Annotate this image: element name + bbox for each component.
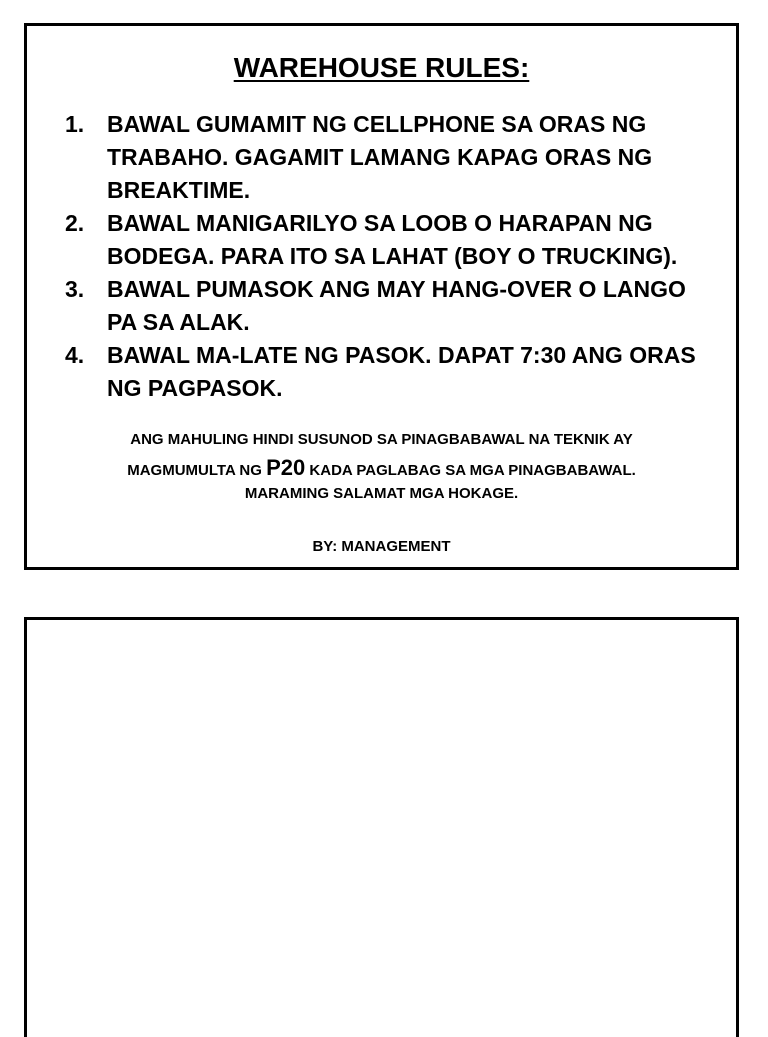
rules-notice-box (24, 23, 739, 570)
blank-notice-box (24, 617, 739, 1037)
penalty-before-fine: MAGMUMULTA NG (127, 462, 262, 479)
penalty-after-fine: KADA PAGLABAG SA MGA PINAGBABAWAL. (309, 462, 636, 479)
rule-number: 2. (65, 210, 85, 236)
fine-amount: P20 (266, 455, 306, 480)
rule-item (65, 339, 716, 405)
rule-item (65, 207, 716, 273)
penalty-line-1: ANG MAHULING HINDI SUSUNOD SA PINAGBABAWAL NA TEKNIK AY (130, 431, 633, 448)
penalty-thanks: MARAMING SALAMAT MGA HOKAGE. (244, 485, 519, 502)
rule-text: BAWAL MANIGARILYO SA LOOB O HARAPAN NG BODEGA. PARA ITO SA LAHAT (BOY O TRUCKING). (107, 210, 678, 269)
notice-title: WAREHOUSE RULES: (233, 52, 530, 83)
rules-list (65, 108, 716, 405)
rule-number: 1. (65, 111, 85, 137)
rule-item (65, 108, 716, 207)
rule-number: 4. (65, 342, 85, 368)
rule-number: 3. (65, 276, 85, 302)
rule-text: BAWAL PUMASOK ANG MAY HANG-OVER O LANGO PA SA ALAK. (107, 276, 686, 335)
signature: BY: MANAGEMENT (312, 538, 451, 555)
rule-item (65, 273, 716, 339)
rule-text: BAWAL MA-LATE NG PASOK. DAPAT 7:30 ANG ORAS NG PAGPASOK. (107, 342, 696, 401)
rule-text: BAWAL GUMAMIT NG CELLPHONE SA ORAS NG TRABAHO. GAGAMIT LAMANG KAPAG ORAS NG BREAKTIME. (107, 111, 653, 203)
penalty-notice (27, 426, 736, 505)
